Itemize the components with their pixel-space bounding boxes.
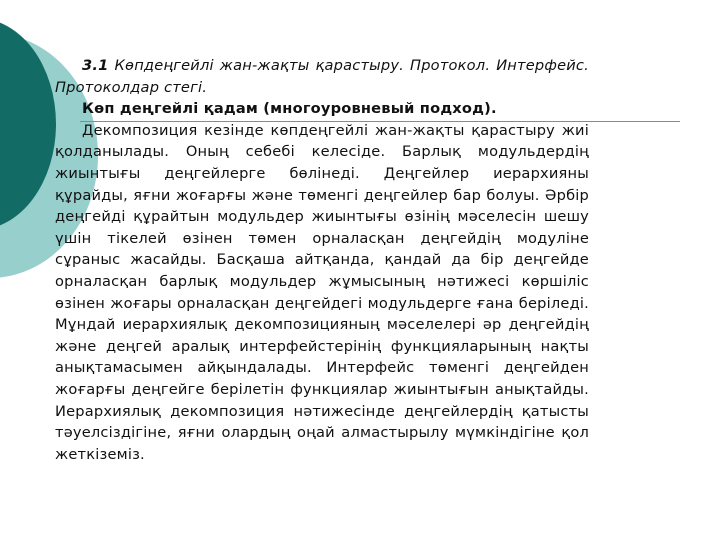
section-heading: [55, 55, 589, 98]
header-underline: [80, 121, 680, 122]
section-number: 3.1: [82, 57, 109, 74]
slide-content: [55, 55, 589, 465]
body-paragraph: Декомпозиция кезінде көпдеңгейлі жан-жақты қарастыру жиі қолданылады. Оның себебі келесіде. Барлық модульдердің жиынтығы деңгейлерге бөлінеді. Деңгейлер иерархияны құрайды, яғни жоғарғы және төменгі деңгейлер бар болуы. Әрбір деңгейді құрайтын модульдер жиынтығы өзінің мәселесін шешу үшін тікелей өзінен төмен орналасқан деңгейдің модуліне сұраныс жасайды. Басқаша айтқанда, қандай да бір деңгейде орналасқан барлық модульдер жұмысының нәтижесі көршіліс өзінен жоғары орналасқан деңгейдегі модульдерге ғана беріледі. Мұндай иерархиялық декомпозицияның мәселелері әр деңгейдің және деңгей аралық интерфейстерінің функцияларының нақты анықтамасымен айқындалады. Интерфейс төменгі деңгейден жоғарғы деңгейге берілетін функциялар жиынтығын анықтайды. Иерархиялық декомпозиция нәтижесінде деңгейлердің қатысты тәуелсіздігіне, яғни олардың оңай алмастырылу мүмкіндігіне қол жеткіземіз.: [55, 121, 589, 463]
section-subtitle: Көп деңгейлі қадам (многоуровневый подход).: [82, 100, 497, 118]
section-title: Көпдеңгейлі жан-жақты қарастыру. Протокол. Интерфейс. Протоколдар стегі.: [55, 57, 589, 96]
